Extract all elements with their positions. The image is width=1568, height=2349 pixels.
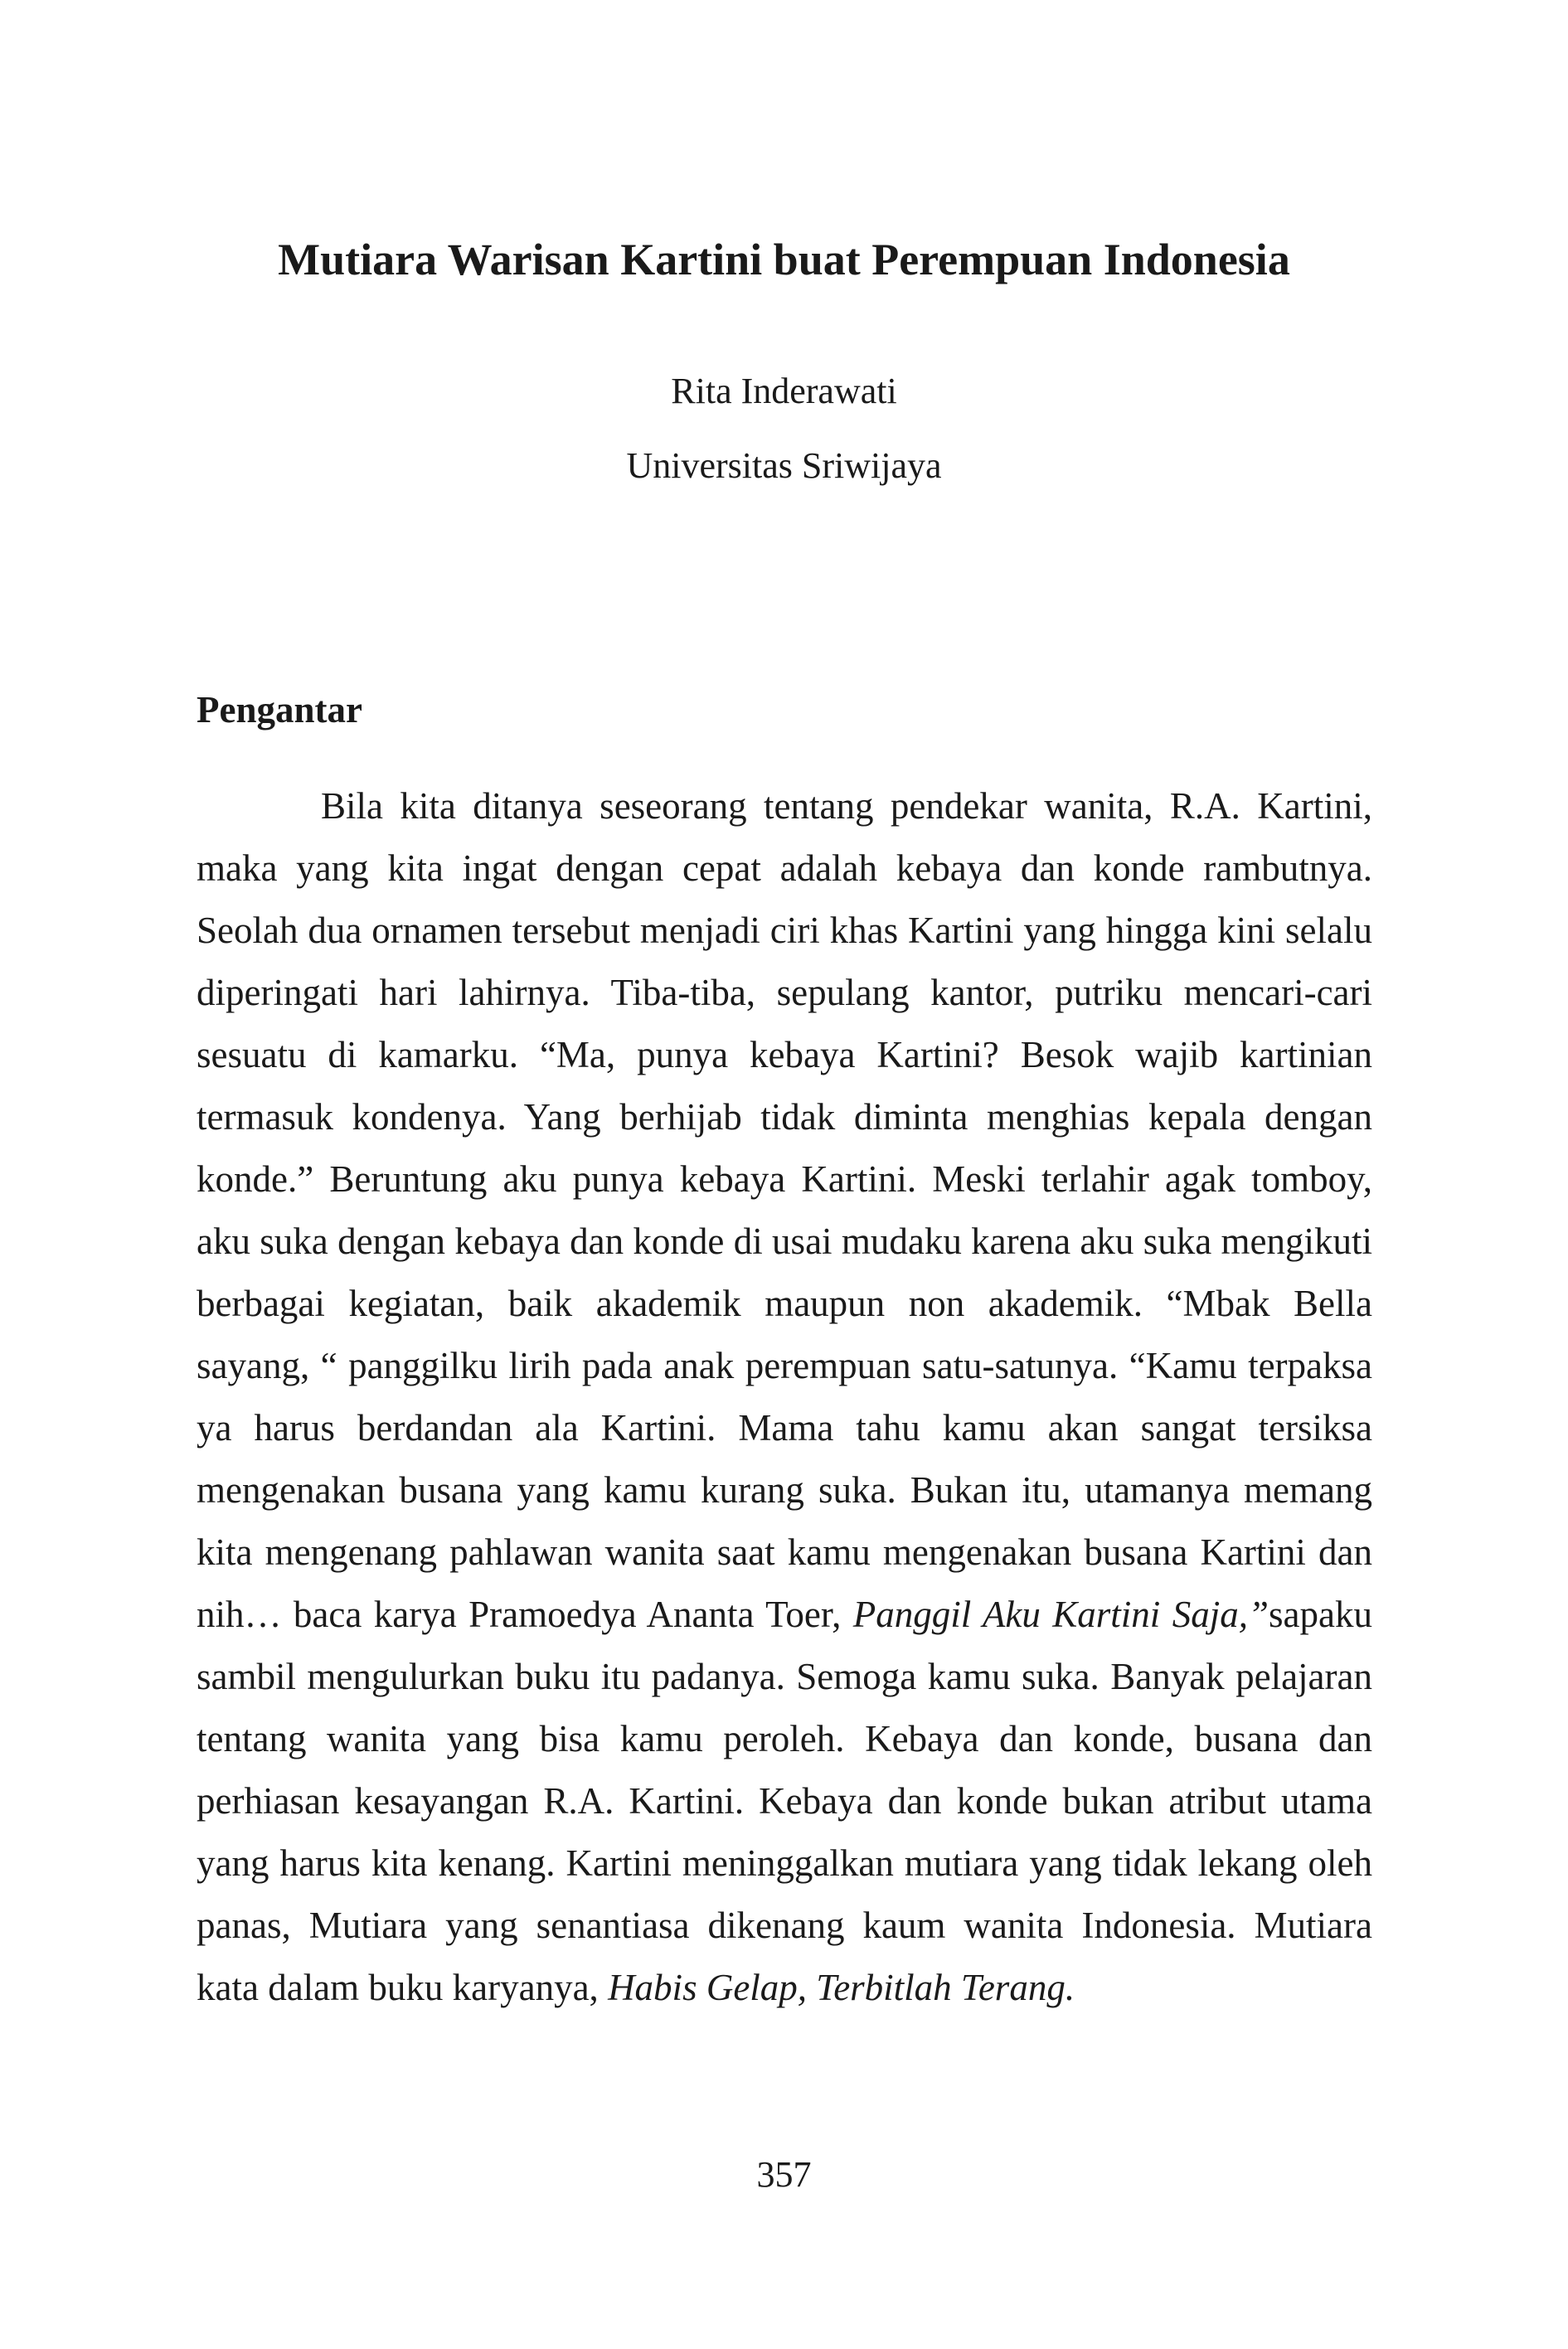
body-paragraph [197,775,1372,2019]
paragraph-run: Bila kita ditanya seseorang tentang pendekar wanita, R.A. Kartini, maka yang kita ingat dengan cepat adalah kebaya dan konde rambutnya. Seolah dua ornamen tersebut menjadi ciri khas Kartini yang hingga kini selalu diperingati hari lahirnya. Tiba-tiba, sepulang kantor, putriku mencari-cari sesuatu di kamarku. “Ma, punya kebaya Kartini? Besok wajib kartinian termasuk kondenya. Yang berhijab tidak diminta menghias kepala dengan konde.” Beruntung aku punya kebaya Kartini. Meski terlahir agak tomboy, aku suka dengan kebaya dan konde di usai mudaku karena aku suka mengikuti berbagai kegiatan, baik akademik maupun non akademik. “Mbak Bella sayang, “ panggilku lirih pada anak perempuan satu-satunya. “Kamu terpaksa ya harus berdandan ala Kartini. Mama tahu kamu akan sangat tersiksa mengenakan busana yang kamu kurang suka. Bukan itu, utamanya memang kita mengenang pahlawan wanita saat kamu mengenakan busana Kartini dan nih… baca karya Pramoedya Ananta Toer, [197,785,1372,1635]
page-number: 357 [756,2154,812,2195]
section-heading: Pengantar [197,689,362,730]
document-title: Mutiara Warisan Kartini buat Perempuan Indonesia [278,235,1290,284]
book-title-italic: Habis Gelap, Terbitlah Terang. [608,1967,1075,2008]
author-affiliation: Universitas Sriwijaya [626,445,942,486]
book-title-italic: Panggil Aku Kartini Saja,” [852,1594,1269,1635]
author-name: Rita Inderawati [671,371,897,411]
paragraph-run: sapaku sambil mengulurkan buku itu padanya. Semoga kamu suka. Banyak pelajaran tentang wanita yang bisa kamu peroleh. Kebaya dan konde, busana dan perhiasan kesayangan R.A. Kartini. Kebaya dan konde bukan atribut utama yang harus kita kenang. Kartini meninggalkan mutiara yang tidak lekang oleh panas, Mutiara yang senantiasa dikenang kaum wanita Indonesia. Mutiara kata dalam buku karyanya, [197,1594,1372,2008]
